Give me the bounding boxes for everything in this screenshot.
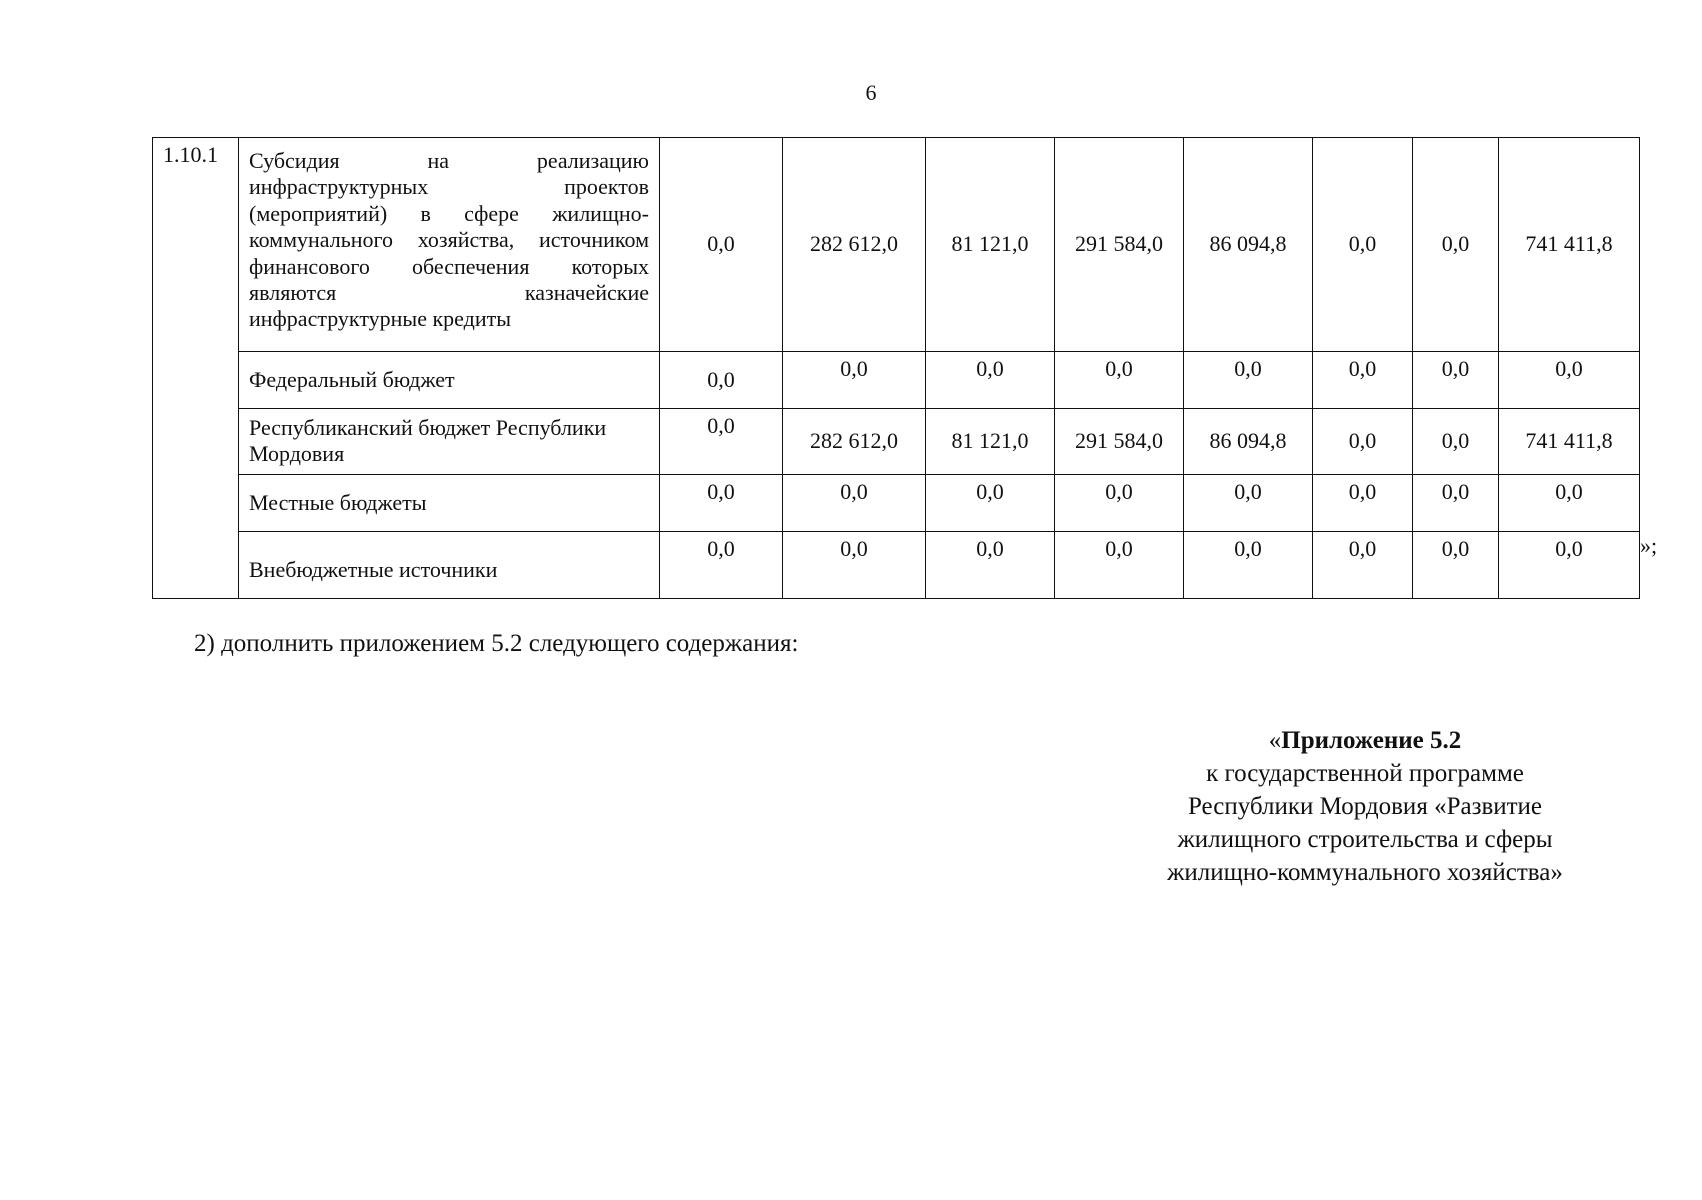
table-cell: 0,0 [1184, 474, 1313, 531]
table-cell: 0,0 [1413, 138, 1499, 352]
table-cell: 291 584,0 [1055, 409, 1184, 475]
table-cell: 0,0 [1313, 352, 1413, 409]
table-cell: 0,0 [1055, 352, 1184, 409]
table-cell: 0,0 [1413, 352, 1499, 409]
table-cell: 282 612,0 [783, 409, 926, 475]
table-cell: 0,0 [1313, 138, 1413, 352]
appendix-line: Республики Мордовия «Развитие [1187, 793, 1543, 820]
table-cell: 0,0 [660, 531, 783, 598]
table-cell: 0,0 [1413, 409, 1499, 475]
row-code: 1.10.1 [153, 138, 239, 599]
table-cell: 0,0 [660, 352, 783, 409]
table-cell: 0,0 [1499, 531, 1640, 598]
row-label: Федеральный бюджет [239, 352, 660, 409]
table-cell: 0,0 [1313, 409, 1413, 475]
table-cell: 86 094,8 [1184, 138, 1313, 352]
funding-table [152, 137, 1640, 599]
appendix-title-prefix: « [1268, 727, 1282, 754]
table-row-subsidy [153, 138, 1640, 352]
closing-quote-mark: »; [1640, 533, 1658, 558]
appendix-line: жилищно-коммунального хозяйства» [1167, 859, 1563, 886]
table-cell: 0,0 [1499, 474, 1640, 531]
appendix-title-line [1130, 724, 1600, 757]
table-cell: 0,0 [1055, 531, 1184, 598]
table-cell: 81 121,0 [926, 138, 1055, 352]
table-cell: 0,0 [926, 352, 1055, 409]
appendix-line: жилищного строительства и сферы [1177, 826, 1553, 853]
table-row-federal [153, 352, 1640, 409]
table-cell: 291 584,0 [1055, 138, 1184, 352]
table-cell: 741 411,8 [1499, 138, 1640, 352]
table-cell: 0,0 [1055, 474, 1184, 531]
table-cell: 0,0 [783, 531, 926, 598]
page-number: 6 [865, 80, 877, 105]
appendix-line: к государственной программе [1206, 760, 1524, 787]
appendix-heading [1130, 724, 1600, 889]
table-cell: 0,0 [1313, 474, 1413, 531]
funding-table-container [152, 137, 1640, 599]
appendix-title: Приложение 5.2 [1281, 727, 1462, 754]
table-cell: 0,0 [1499, 352, 1640, 409]
table-row-extrabudgetary [153, 531, 1640, 598]
table-cell: 0,0 [783, 474, 926, 531]
table-cell: 0,0 [1184, 352, 1313, 409]
table-cell: 282 612,0 [783, 138, 926, 352]
table-cell: 0,0 [926, 531, 1055, 598]
table-cell: 0,0 [1413, 474, 1499, 531]
table-cell: 0,0 [1313, 531, 1413, 598]
row-label: Субсидия на реализацию инфраструктурных проектов (мероприятий) в сфере жилищно-коммунального хозяйства, источником финансового обеспечения которых являются казначейские инфраструктурные кредиты [239, 138, 660, 352]
table-cell: 81 121,0 [926, 409, 1055, 475]
table-row-republican [153, 409, 1640, 475]
row-label: Внебюджетные источники [239, 531, 660, 598]
table-cell: 0,0 [660, 138, 783, 352]
table-cell: 741 411,8 [1499, 409, 1640, 475]
table-cell: 0,0 [660, 474, 783, 531]
table-cell: 0,0 [926, 474, 1055, 531]
table-cell: 0,0 [1413, 531, 1499, 598]
table-cell: 0,0 [1184, 531, 1313, 598]
table-cell: 86 094,8 [1184, 409, 1313, 475]
table-cell: 0,0 [783, 352, 926, 409]
row-label: Республиканский бюджет Республики Мордовия [239, 409, 660, 475]
table-row-local [153, 474, 1640, 531]
row-label: Местные бюджеты [239, 474, 660, 531]
table-cell: 0,0 [660, 409, 783, 475]
instruction-text: 2) дополнить приложением 5.2 следующего содержания: [194, 630, 799, 657]
